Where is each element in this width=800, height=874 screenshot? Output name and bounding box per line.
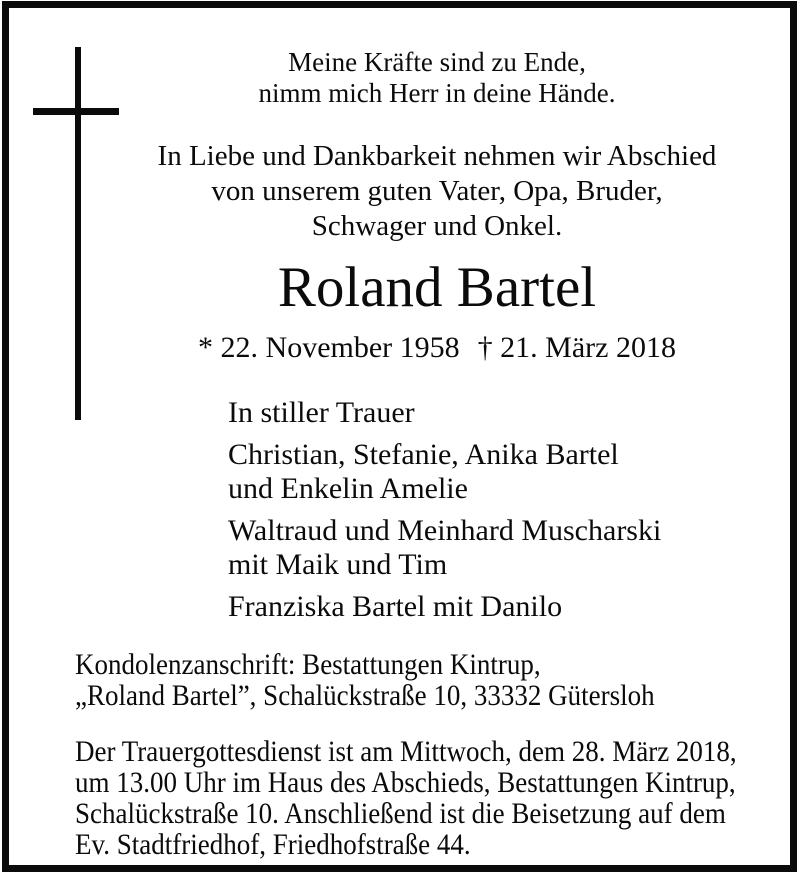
service-line: um 13.00 Uhr im Haus des Abschieds, Bestattungen Kintrup, — [75, 766, 736, 799]
mourner-line: mit Maik und Tim — [228, 548, 448, 581]
funeral-service-info — [75, 736, 795, 860]
mourner-line: Franziska Bartel mit Danilo — [228, 590, 563, 623]
life-dates — [90, 331, 784, 365]
mourner-group — [228, 590, 661, 624]
mourner-line: Waltraud und Meinhard Muscharski — [228, 514, 662, 547]
mourner-line: und Enkelin Amelie — [228, 472, 468, 505]
condolence-line: Kondolenzanschrift: Bestattungen Kintrup, — [75, 648, 541, 681]
cross-vertical-bar — [75, 47, 81, 420]
farewell-line: Schwager und Onkel. — [311, 210, 563, 242]
farewell-text — [90, 139, 784, 244]
mourner-group — [228, 514, 661, 582]
birth-date: * 22. November 1958 — [198, 331, 460, 364]
service-line: Ev. Stadtfriedhof, Friedhofstraße 44. — [75, 828, 471, 861]
verse-line: nimm mich Herr in deine Hände. — [258, 78, 616, 108]
memorial-verse — [90, 47, 784, 109]
cross-horizontal-bar — [33, 108, 119, 115]
verse-line: Meine Kräfte sind zu Ende, — [288, 47, 586, 77]
service-line: Schalückstraße 10. Anschließend ist die Beisetzung auf dem — [75, 797, 726, 830]
death-date: † 21. März 2018 — [477, 331, 676, 364]
mourner-group — [228, 438, 661, 506]
mourners-list — [228, 396, 661, 632]
mourning-intro: In stiller Trauer — [228, 396, 415, 429]
farewell-line: von unserem guten Vater, Opa, Bruder, — [211, 175, 663, 207]
mourner-line: Christian, Stefanie, Anika Bartel — [228, 438, 619, 471]
deceased-name: Roland Bartel — [277, 256, 597, 319]
condolence-line: „Roland Bartel”, Schalückstraße 10, 33332 Gütersloh — [75, 679, 655, 712]
farewell-line: In Liebe und Dankbarkeit nehmen wir Abschied — [157, 140, 717, 172]
condolence-address — [75, 649, 795, 711]
service-line: Der Trauergottesdienst ist am Mittwoch, dem 28. März 2018, — [75, 735, 737, 768]
